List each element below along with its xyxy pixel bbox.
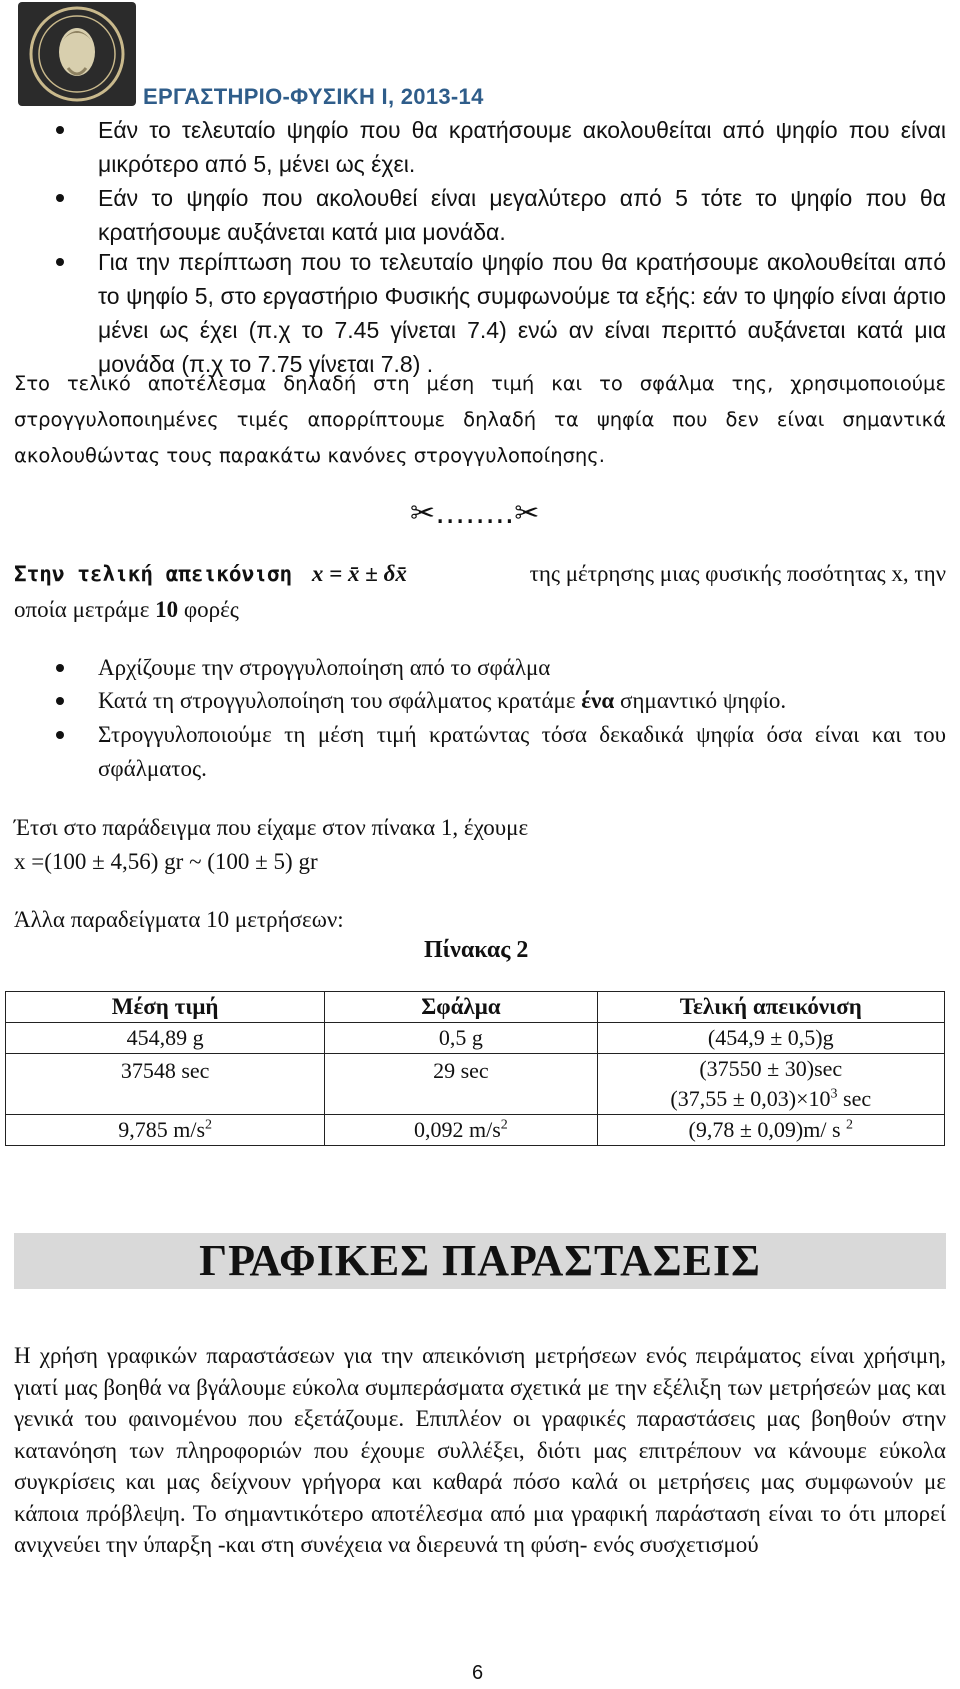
page-number: 6 — [472, 1662, 484, 1684]
table-row — [6, 1115, 945, 1146]
table-header-cell: Σφάλμα — [325, 992, 597, 1023]
table-cell: 37548 sec — [6, 1054, 325, 1115]
bullet-text: Κατά τη στρογγυλοποίηση του σφάλματος κρατάμε ένα σημαντικό ψηφίο. — [98, 688, 787, 713]
example-line-2: x =(100 ± 4,56) gr ~ (100 ± 5) gr — [14, 849, 318, 874]
bullet-icon — [56, 664, 64, 672]
bullet-icon — [56, 731, 64, 739]
list-item — [56, 245, 946, 381]
bullet-icon — [56, 126, 64, 134]
bullet-text: Για την περίπτωση που το τελευταίο ψηφίο που θα κρατήσουμε ακολουθείται από το ψηφίο 5, στο εργαστήριο Φυσικής συμφωνούμε τα εξής: εάν το ψηφίο είναι άρτιο μένει ως έχει (π.χ το 7.45 γίνεται 7.4) ενώ αν είναι περιττό αυξάνεται κατά μια μονάδα (π.χ το 7.75 γίνεται 7.8) . — [98, 249, 946, 377]
table-header-row — [6, 992, 945, 1023]
list-item — [56, 181, 946, 249]
table-header-cell: Τελική απεικόνιση — [597, 992, 944, 1023]
list-item — [56, 718, 946, 786]
table-cell: (454,9 ± 0,5)g — [597, 1023, 944, 1054]
final-line2-bold: 10 — [155, 597, 179, 622]
bullet-text: Στρογγυλοποιούμε τη μέση τιμή κρατώντας τόσα δεκαδικά ψηφία όσα είναι και του σφάλματος. — [98, 722, 946, 781]
list-item — [56, 684, 946, 718]
section-title-banner: ΓΡΑΦΙΚΕΣ ΠΑΡΑΣΤΑΣΕΙΣ — [14, 1233, 946, 1289]
table-header-cell: Μέση τιμή — [6, 992, 325, 1023]
bullet-icon — [56, 697, 64, 705]
final-representation-line — [14, 557, 946, 591]
bullet-text: Εάν το τελευταίο ψηφίο που θα κρατήσουμε ακολουθείται από ψηφίο που είναι μικρότερο από 5, μένει ως έχει. — [98, 117, 946, 177]
bullet-text: Εάν το ψηφίο που ακολουθεί είναι μεγαλύτερο από 5 τότε το ψηφίο που θα κρατήσουμε αυξάνεται κατά μια μονάδα. — [98, 185, 946, 245]
bullet-icon — [56, 194, 64, 202]
scissors-separator: ✂……..✂ — [410, 496, 540, 531]
formula: x = x̄ ± δx̄ — [311, 561, 407, 586]
other-examples-label: Άλλα παραδείγματα 10 μετρήσεων: — [14, 907, 344, 932]
table-cell: 0,092 $m/s^2$ — [325, 1115, 597, 1146]
table-cell: $(37,55 \pm 0,03)\times 10^3$ sec — [597, 1084, 944, 1115]
table-row — [6, 1023, 945, 1054]
table-cell: (9,78 ± 0,09)m/ s $^2$ — [597, 1115, 944, 1146]
results-table — [5, 991, 945, 1146]
table-caption: Πίνακας 2 — [424, 937, 529, 963]
list-item — [56, 113, 946, 181]
page-header-title: ΕΡΓΑΣΤΗΡΙΟ-ΦΥΣΙΚΗ Ι, 2013-14 — [143, 84, 484, 109]
list-item — [56, 651, 946, 685]
bullet-text: Αρχίζουμε την στρογγυλοποίηση από το σφάλμα — [98, 655, 551, 680]
final-line2-pre: οποία μετράμε — [14, 597, 156, 622]
final-lead: Στην τελική απεικόνιση — [14, 562, 293, 586]
table-cell: 29 sec — [325, 1054, 597, 1115]
final-line2-post: φορές — [178, 597, 239, 622]
final-line-2 — [14, 593, 239, 627]
table-cell: 454,89 g — [6, 1023, 325, 1054]
table-cell: 9,785 $m/s^2$ — [6, 1115, 325, 1146]
table-cell: (37550 ± 30)sec — [597, 1054, 944, 1085]
graphs-paragraph: Η χρήση γραφικών παραστάσεων για την απεικόνιση μετρήσεων ενός πειράματος είναι χρήσιμη, γιατί μας βοηθά να βγάλουμε εύκολα συμπεράσματα σχετικά με την εξέλιξη των μετρήσεών μας και γενικά του φαινομένου που εξετάζουμε. Επιπλέον οι γραφικές παραστάσεις μας βοηθούν στην κατανόηση των πληροφοριών που έχουμε συλλέξει, διότι μας επιτρέπουν να κάνουμε εύκολα συγκρίσεις και μας δείχνουν γρήγορα και καθαρά πόσο καλά οι μετρήσεις μας συμφωνούν με κάποια πρόβλεψη. Το σημαντικότερο αποτέλεσμα από μια γραφική παράσταση είναι το ότι μπορεί ανιχνεύει την ύπαρξη -και στη συνέχεια να διερευνά τη φύση- ενός συσχετισμού — [14, 1343, 946, 1557]
table-cell: 0,5 g — [325, 1023, 597, 1054]
example-line-1: Έτσι στο παράδειγμα που είχαμε στον πίνακα 1, έχουμε — [14, 815, 529, 840]
rounding-intro-paragraph: Στο τελικό αποτέλεσμα δηλαδή στη μέση τιμή και το σφάλμα της, χρησιμοποιούμε στρογγυλοποιημένες τιμές απορρίπτουμε δηλαδή τα ψηφία που δεν είναι σημαντικά ακολουθώντας τους παρακάτω κανόνες στρογγυλοποίησης. — [14, 372, 946, 467]
final-tail: της μέτρησης μιας φυσικής ποσότητας x, την — [529, 561, 946, 586]
table-row — [6, 1054, 945, 1085]
bullet-icon — [56, 258, 64, 266]
university-seal-logo — [18, 2, 136, 106]
